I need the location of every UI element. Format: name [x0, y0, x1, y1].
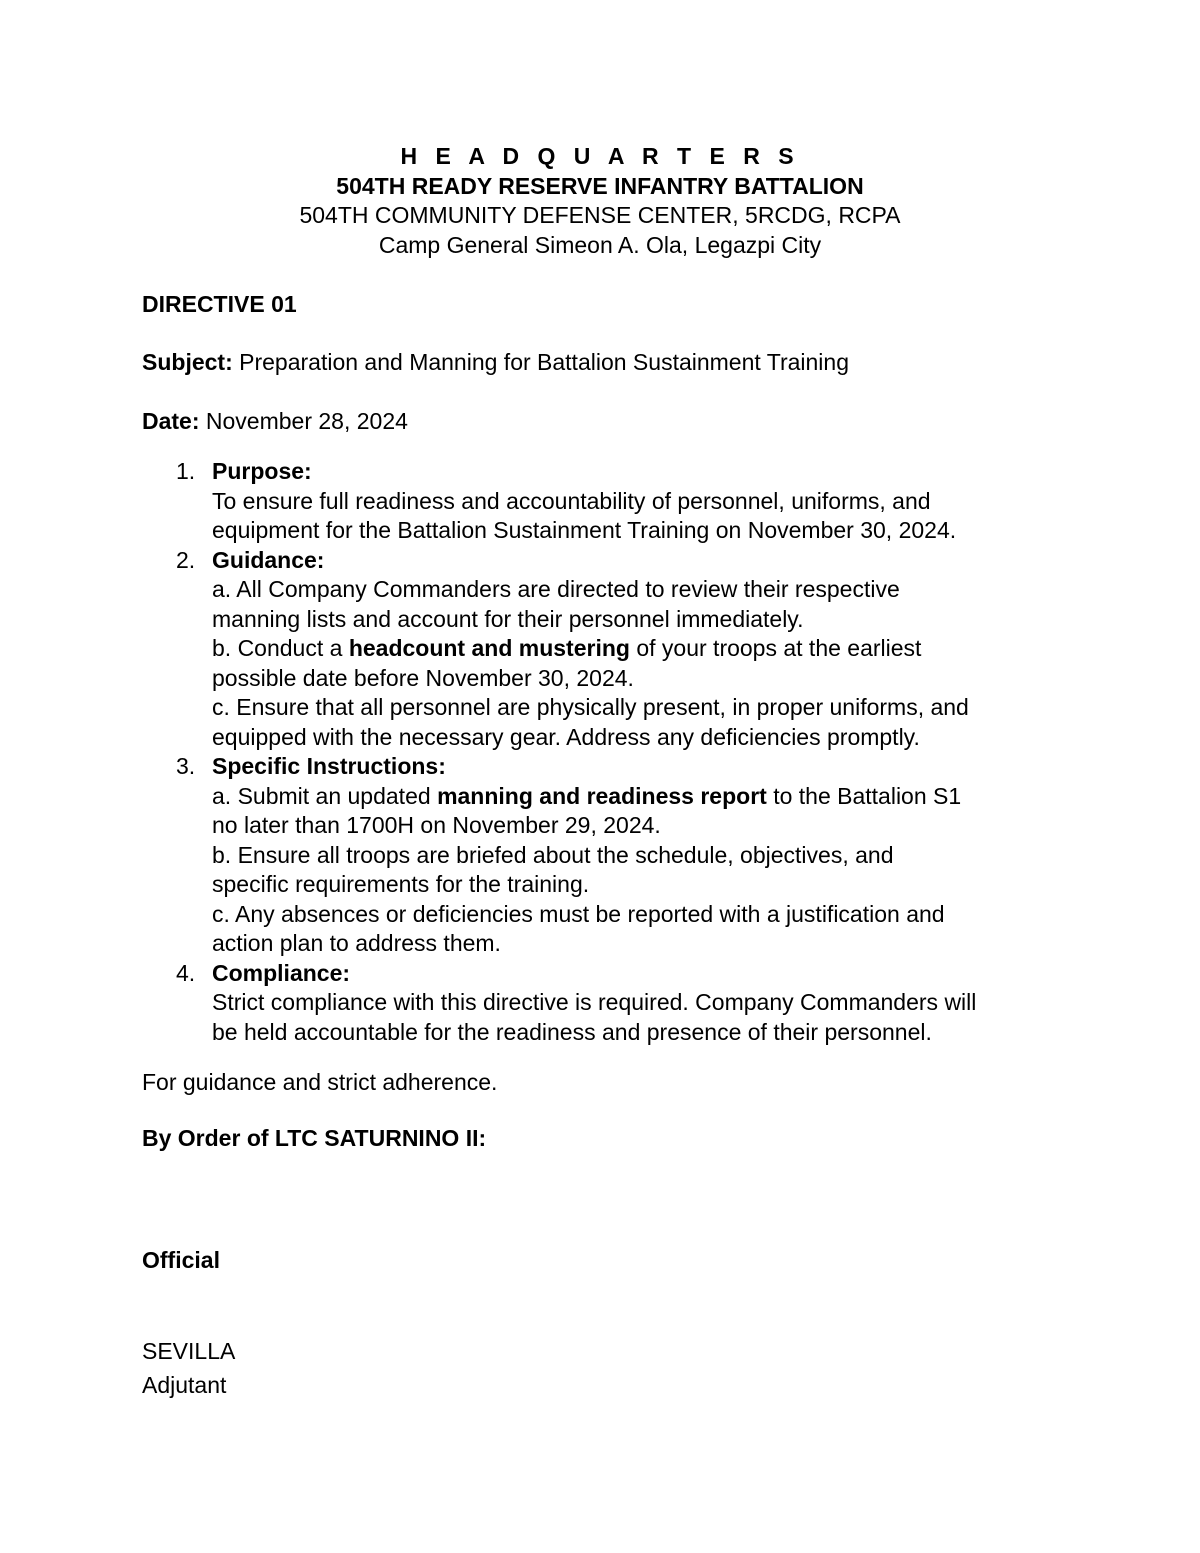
section-text: equipment for the Battalion Sustainment Training on November 30, 2024. [212, 517, 957, 543]
location-line: Camp General Simeon A. Ola, Legazpi City [378, 231, 822, 258]
instruction-a-emphasis: manning and readiness report [437, 782, 767, 809]
instruction-item-c: c. Any absences or deficiencies must be reported with a justification and [212, 900, 945, 927]
section-text: To ensure full readiness and accountability of personnel, uniforms, and [212, 487, 931, 514]
guidance-item-b [212, 634, 1152, 664]
signatory-title: Adjutant [142, 1372, 227, 1398]
instruction-item-a [212, 782, 1152, 812]
section-number: 4. [176, 959, 196, 986]
instruction-a-pre: a. Submit an updated [212, 782, 438, 809]
guidance-b-pre: b. Conduct a [212, 635, 349, 661]
date-label: Date: [142, 408, 200, 434]
subject-line [142, 348, 1072, 378]
guidance-b-emphasis: headcount and mustering [348, 635, 630, 661]
section-number: 2. [176, 546, 196, 573]
guidance-item-c: c. Ensure that all personnel are physically present, in proper uniforms, and [212, 694, 969, 720]
instruction-a-post: to the Battalion S1 [766, 782, 962, 809]
official-label: Official [142, 1247, 220, 1273]
section-title: Guidance: [212, 546, 325, 573]
section-title: Specific Instructions: [212, 753, 446, 779]
directive-title: DIRECTIVE 01 [142, 291, 297, 317]
guidance-item-a-cont: manning lists and account for their personnel immediately. [212, 605, 804, 632]
by-order-line: By Order of LTC SATURNINO II: [142, 1125, 487, 1151]
section-title: Compliance: [212, 959, 351, 986]
section-text: Strict compliance with this directive is required. Company Commanders will [212, 989, 977, 1015]
date-line [142, 407, 1072, 437]
unit-name: 504TH READY RESERVE INFANTRY BATTALION [336, 172, 864, 199]
instruction-item-b-cont: specific requirements for the training. [212, 871, 590, 897]
section-number: 3. [176, 753, 196, 779]
guidance-b-post: of your troops at the earliest [629, 635, 922, 661]
instruction-item-b: b. Ensure all troops are briefed about the schedule, objectives, and [212, 841, 894, 868]
section-compliance [176, 959, 1152, 1048]
subject-label: Subject: [142, 349, 233, 375]
section-number: 1. [176, 458, 196, 484]
guidance-item-c-cont: equipped with the necessary gear. Address any deficiencies promptly. [212, 723, 920, 750]
date-value: November 28, 2024 [199, 408, 408, 434]
subject-value: Preparation and Manning for Battalion Sustainment Training [232, 349, 849, 375]
letterhead [0, 142, 1200, 260]
adherence-line: For guidance and strict adherence. [142, 1069, 498, 1095]
guidance-item-b-cont: possible date before November 30, 2024. [212, 664, 634, 691]
instruction-item-c-cont: action plan to address them. [212, 930, 501, 956]
section-guidance [176, 546, 1152, 753]
directive-sections [142, 457, 1152, 1047]
section-specific-instructions [176, 752, 1152, 959]
section-text: be held accountable for the readiness and presence of their personnel. [212, 1018, 932, 1045]
signatory-name: SEVILLA [142, 1338, 236, 1364]
headquarters-title: H E A D Q U A R T E R S [400, 143, 800, 169]
defense-center-line: 504TH COMMUNITY DEFENSE CENTER, 5RCDG, RCPA [299, 202, 901, 228]
section-purpose [176, 457, 1152, 546]
guidance-item-a: a. All Company Commanders are directed to review their respective [212, 576, 900, 602]
section-title: Purpose: [212, 458, 312, 484]
instruction-item-a-cont: no later than 1700H on November 29, 2024. [212, 812, 661, 838]
